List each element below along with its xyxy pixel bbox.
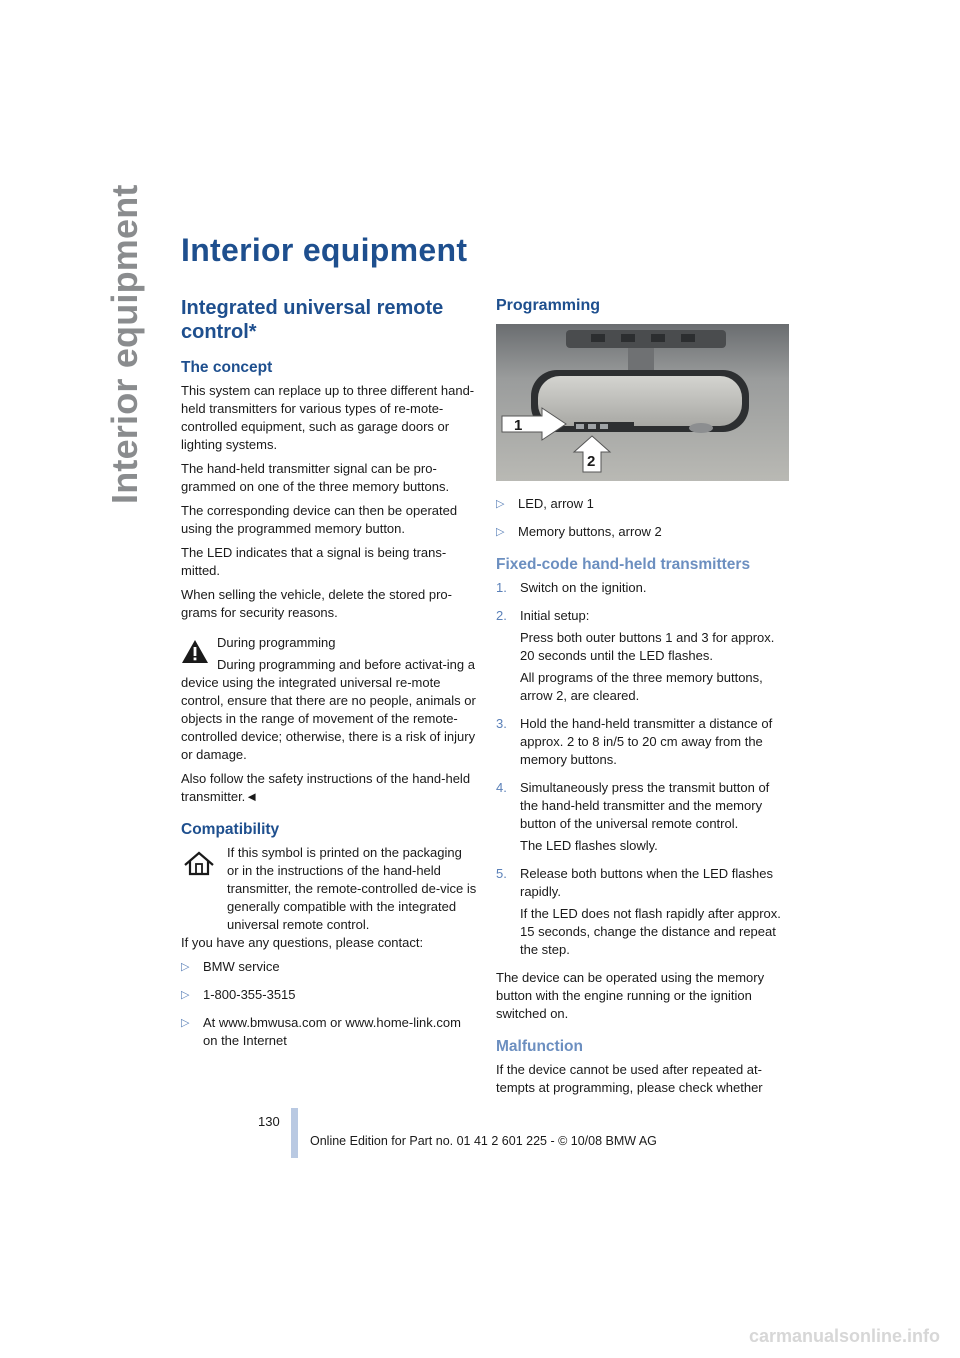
subheading-compatibility: Compatibility [181,821,280,838]
subheading-concept: The concept [181,359,273,376]
left-column [181,296,477,1060]
bullet-triangle-icon: ▷ [181,1017,190,1029]
step-subtext: The LED flashes slowly. [520,838,658,853]
contact-intro: If you have any questions, please contact: [181,935,424,950]
compatibility-block [181,844,477,934]
chapter-side-tab [96,184,156,520]
bullet-triangle-icon: ▷ [181,989,190,1001]
subheading-programming: Programming [496,297,601,314]
photo-label-1: 1 [514,417,523,434]
right-column [496,296,789,1103]
photo-label-2: 2 [587,453,596,470]
page-title: Interior equipment [181,232,468,268]
legend-item: ▷ Memory buttons, arrow 2 [496,524,662,539]
contact-item: ▷ BMW service [181,959,280,974]
warning-followup: Also follow the safety instructions of the hand-held transmitter.◄ [181,771,471,804]
concept-paragraph: The LED indicates that a signal is being trans-mitted. [181,545,447,578]
compatibility-text: If this symbol is printed on the packaging or in the instructions of the hand-held transmitter, the remote-controlled de-vice is generally compatible with the integrated universal remote control. [227,845,477,932]
photo-legend [496,495,789,541]
warning-body: During programming and before activat-ing a device using the integrated universal re-mote control, ensure that there are no people, animals or objects in the range of movement of the remote-controlled device; otherwise, there is a risk of injury or damage. [181,657,476,762]
bullet-triangle-icon: ▷ [181,961,190,973]
concept-paragraph: The corresponding device can then be operated using the programmed memory button. [181,503,458,536]
step-item: 5. Release both buttons when the LED flashes rapidly. If the LED does not flash rapidly after approx. 15 seconds, change the distance and repeat the step. [496,865,789,959]
step-item: 3. Hold the hand-held transmitter a distance of approx. 2 to 8 in/5 to 20 cm away from the memory buttons. [496,716,773,767]
contact-item: ▷ At www.bmwusa.com or www.home-link.com on the Internet [181,1015,461,1048]
footer-edition: Online Edition for Part no. 01 41 2 601 225 - © 10/08 BMW AG [310,1134,657,1148]
step-item: 2. Initial setup: Press both outer buttons 1 and 3 for approx. 20 seconds until the LED flashes. All programs of the three memory buttons, arrow 2, are cleared. [496,607,789,705]
legend-item: ▷ LED, arrow 1 [496,496,594,511]
bullet-triangle-icon: ▷ [496,526,505,538]
concept-paragraph: This system can replace up to three different hand-held transmitters for various types of re-mote-controlled equipment, such as garage doors or lighting systems. [181,383,475,452]
warning-triangle-icon [181,638,209,666]
watermark: carmanualsonline.info [748,1326,940,1346]
warning-title: During programming [217,635,336,650]
warning-block [181,634,477,764]
section-heading-remote-control: Integrated universal remote control* [181,297,444,343]
step-subtext: All programs of the three memory buttons, arrow 2, are cleared. [520,670,763,703]
contact-item: ▷ 1-800-355-3515 [181,987,296,1002]
bullet-triangle-icon: ▷ [496,498,505,510]
step-item: 1. Switch on the ignition. [496,580,647,595]
step-subtext: Press both outer buttons 1 and 3 for approx. 20 seconds until the LED flashes. [520,630,775,663]
page-number: 130 [258,1114,280,1129]
footer-accent-bar [291,1108,298,1158]
malfunction-text: If the device cannot be used after repeated at-tempts at programming, please check whether [496,1062,763,1095]
concept-paragraph: When selling the vehicle, delete the stored pro-grams for security reasons. [181,587,452,620]
rearview-mirror-photo [496,324,789,481]
concept-paragraph: The hand-held transmitter signal can be pro-grammed on one of the three memory buttons. [181,461,450,494]
programming-steps [496,579,789,959]
subheading-fixed-code: Fixed-code hand-held transmitters [496,556,751,573]
chapter-side-label: Interior equipment [104,184,145,504]
subheading-malfunction: Malfunction [496,1038,583,1055]
step-subtext: If the LED does not flash rapidly after approx. 15 seconds, change the distance and repeat the step. [520,906,781,957]
after-steps-text: The device can be operated using the memory button with the engine running or the ignition switched on. [496,970,765,1021]
homelink-house-icon [181,848,217,878]
contact-list [181,958,477,1050]
step-item: 4. Simultaneously press the transmit button of the hand-held transmitter and the memory button of the universal remote control. The LED flashes slowly. [496,779,789,855]
